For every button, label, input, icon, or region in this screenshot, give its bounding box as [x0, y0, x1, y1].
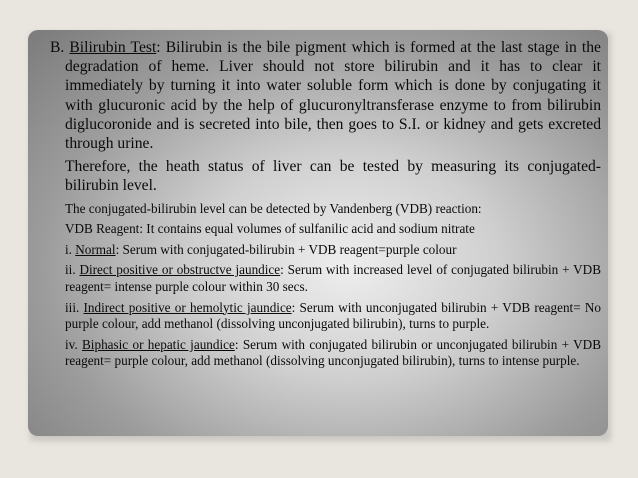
item-prefix: ii. [65, 262, 80, 278]
therefore-paragraph: Therefore, the heath status of liver can be tested by measuring its conjugated-bilirubin level. [65, 158, 601, 195]
vdb-reagent-paragraph: VDB Reagent: It contains equal volumes of sulfanilic acid and sodium nitrate [65, 221, 475, 237]
slide-content [50, 38, 601, 370]
section-title: Bilirubin Test [69, 39, 157, 56]
list-item-biphasic [50, 337, 601, 370]
item-term: Direct positive or obstructve jaundice [79, 262, 281, 278]
item-term: Indirect positive or hemolytic jaundice [83, 299, 292, 315]
item-prefix: iii. [65, 299, 84, 315]
item-prefix: iv. [65, 336, 83, 352]
item-text: : Serum with conjugated-bilirubin + VDB reagent=purple colour [115, 241, 457, 257]
item-text: : Serum with unconjugated bilirubin + VDB reagent= No purple colour, add methanol (dissolving unconjugated bilirubin), turns to purple. [65, 299, 601, 332]
item-text: : Serum with increased level of conjugated bilirubin + VDB reagent= intense purple colour within 30 secs. [65, 262, 601, 294]
list-item-indirect-positive [50, 300, 601, 333]
section-prefix: B. [50, 39, 70, 56]
item-term: Biphasic or hepatic jaundice [82, 336, 235, 352]
item-prefix: i. [65, 241, 76, 257]
list-item-normal [50, 242, 601, 259]
vdb-intro-paragraph: The conjugated-bilirubin level can be detected by Vandenberg (VDB) reaction: [65, 200, 482, 216]
bilirubin-test-paragraph [50, 38, 601, 153]
slide [28, 30, 608, 436]
item-text: : Serum with conjugated bilirubin or unconjugated bilirubin + VDB reagent= purple colour, add methanol (dissolving unconjugated bilirubin), turns to intense purple. [65, 336, 601, 369]
list-item-direct-positive [50, 262, 601, 295]
section-body: : Bilirubin is the bile pigment which is formed at the last stage in the degradation of heme. Liver should not store bilirubin and it has to clear it immediately by turning it into water soluble form which is done by conjugating it with glucuronic acid by the help of glucuronyltransferase enzyme to from bilirubin diglucoronide and is secreted into bile, then goes to S.I. or kidney and gets excreted through urine. [65, 39, 601, 153]
item-term: Normal [75, 241, 116, 257]
